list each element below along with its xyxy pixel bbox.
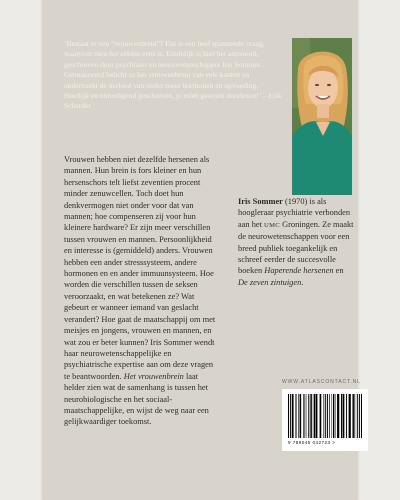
bio-end: . xyxy=(301,277,304,287)
bio-umc: UMC xyxy=(264,221,280,229)
barcode-box xyxy=(282,389,368,451)
bio-and: en xyxy=(333,266,344,276)
bio-part-2: Groningen. Ze maakt de neurowetenschappen voor een breed publiek toegankelijk en schreef eerder de succesvolle boeken xyxy=(238,219,354,276)
publisher-url: WWW.ATLASCONTACT.NL xyxy=(282,379,361,385)
author-name: Iris Sommer xyxy=(238,197,283,206)
endorsement-quote: ‘Bestaat er een “vrouwenbrein”? Dat is een heel spannende vraag, waarover men het zelden eens is. Eindelijk is hier het antwoord, geschreven door psychiater en neurowetenschapper Iris Sommer. Genuanceerd belicht ze het vrouwenbrein van vele kanten en onderzoekt de invloed van onder meer hormonen en opvoeding. Heerlijk en nimodigend geschreven, je móét gewoon doorlezen!’ – Erik Scherder xyxy=(64,39,282,111)
author-photo xyxy=(292,38,352,195)
book-back-cover xyxy=(42,0,361,500)
author-portrait-icon xyxy=(292,38,352,195)
bio-book-2: De zeven zintuigen xyxy=(238,277,302,287)
book-title-italic: Het vrouwenbrein xyxy=(123,371,184,381)
isbn-number: 9 789045 042723 > xyxy=(288,440,336,445)
author-bio xyxy=(238,196,354,288)
bio-part-1: (1970) is als hoogleraar psychiatrie verbonden aan het xyxy=(238,197,351,229)
book-description xyxy=(64,154,221,428)
barcode-icon xyxy=(288,394,362,440)
description-part-1: Vrouwen hebben niet dezelfde hersenen als mannen. Hun brein is fors kleiner en hun hersenschors telt liefst zeventien procent minder zenuwcellen. Toch doet hun denkvermogen niet onder voor dat van mannen; hoe compenseren zij voor hun kleinere hardware? Er zijn meer verschillen tussen vrouwen en mannen. Persoonlijkheid en interesse is (gemiddeld) anders. Vrouwen hebben een ander stresssysteem, andere hormonen en en ander immuunsysteem. Hoe worden die verschillen tussen de seksen veroorzaakt, en wat betekenen ze? Wat gebeurt er wanneer iemand van geslacht verandert? Hoe gaat de maatschappij om met meisjes en jongens, vrouwen en mannen, en wat zou er beter kunnen? Iris Sommer wendt haar neurowetenschappelijke en psychiatrische expertise aan om deze vragen te beantwoorden. xyxy=(64,155,216,381)
description-part-2: laat helder zien wat de samenhang is tussen het neurobiologische en het sociaal-maatschappelijke, en wijst de weg naar een gelijkwaardiger toekomst. xyxy=(64,371,209,427)
bio-book-1: Haperende hersenen xyxy=(264,266,334,276)
